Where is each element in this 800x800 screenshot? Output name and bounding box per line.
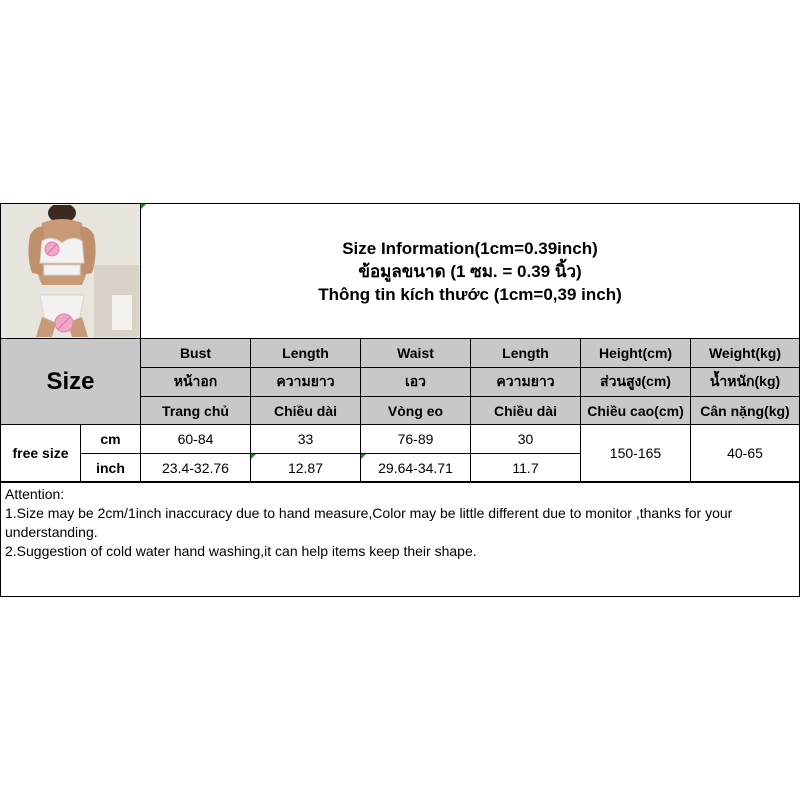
col-length1-vi: Chiều dài (250, 396, 361, 425)
col-height-en: Height(cm) (580, 338, 691, 368)
col-length2-vi: Chiều dài (470, 396, 581, 425)
col-waist-th: เอว (360, 367, 471, 397)
length2-cm: 30 (470, 424, 581, 454)
title-english: Size Information(1cm=0.39inch) (342, 238, 598, 258)
product-photo (0, 203, 141, 339)
attention-line-1: 1.Size may be 2cm/1inch inaccuracy due to hand measure,Color may be little different due to monitor ,thanks for your understanding. (5, 505, 733, 540)
col-bust-en: Bust (140, 338, 251, 368)
col-length1-th: ความยาว (250, 367, 361, 397)
col-weight-th: น้ำหนัก(kg) (690, 367, 800, 397)
waist-cm: 76-89 (360, 424, 471, 454)
length1-inch: 12.87 (250, 453, 361, 482)
bust-cm: 60-84 (140, 424, 251, 454)
title-vietnamese: Thông tin kích thước (1cm=0,39 inch) (318, 284, 622, 304)
col-height-vi: Chiều cao(cm) (580, 396, 691, 425)
col-bust-th: หน้าอก (140, 367, 251, 397)
size-label: Size (0, 338, 141, 425)
weight-range: 40-65 (690, 424, 800, 482)
attention-line-2: 2.Suggestion of cold water hand washing,it can help items keep their shape. (5, 543, 477, 559)
cell-marker (141, 204, 146, 209)
col-height-th: ส่วนสูง(cm) (580, 367, 691, 397)
size-information-title (140, 203, 800, 339)
attention-heading: Attention: (5, 486, 65, 502)
size-chart (0, 203, 800, 597)
size-name-cell: free size (0, 424, 81, 482)
col-bust-vi: Trang chủ (140, 396, 251, 425)
cell-marker (361, 454, 366, 459)
col-waist-vi: Vòng eo (360, 396, 471, 425)
col-length1-en: Length (250, 338, 361, 368)
cell-marker (251, 454, 256, 459)
length2-inch: 11.7 (470, 453, 581, 482)
col-waist-en: Waist (360, 338, 471, 368)
col-length2-en: Length (470, 338, 581, 368)
height-range: 150-165 (580, 424, 691, 482)
unit-cm: cm (80, 424, 141, 454)
length1-cm: 33 (250, 424, 361, 454)
title-thai: ข้อมูลขนาด (1 ซม. = 0.39 นิ้ว) (358, 261, 582, 281)
col-weight-en: Weight(kg) (690, 338, 800, 368)
waist-inch: 29.64-34.71 (360, 453, 471, 482)
unit-inch: inch (80, 453, 141, 482)
col-weight-vi: Cân nặng(kg) (690, 396, 800, 425)
attention-notes (0, 482, 800, 597)
col-length2-th: ความยาว (470, 367, 581, 397)
bust-inch: 23.4-32.76 (140, 453, 251, 482)
model-image (2, 205, 139, 337)
